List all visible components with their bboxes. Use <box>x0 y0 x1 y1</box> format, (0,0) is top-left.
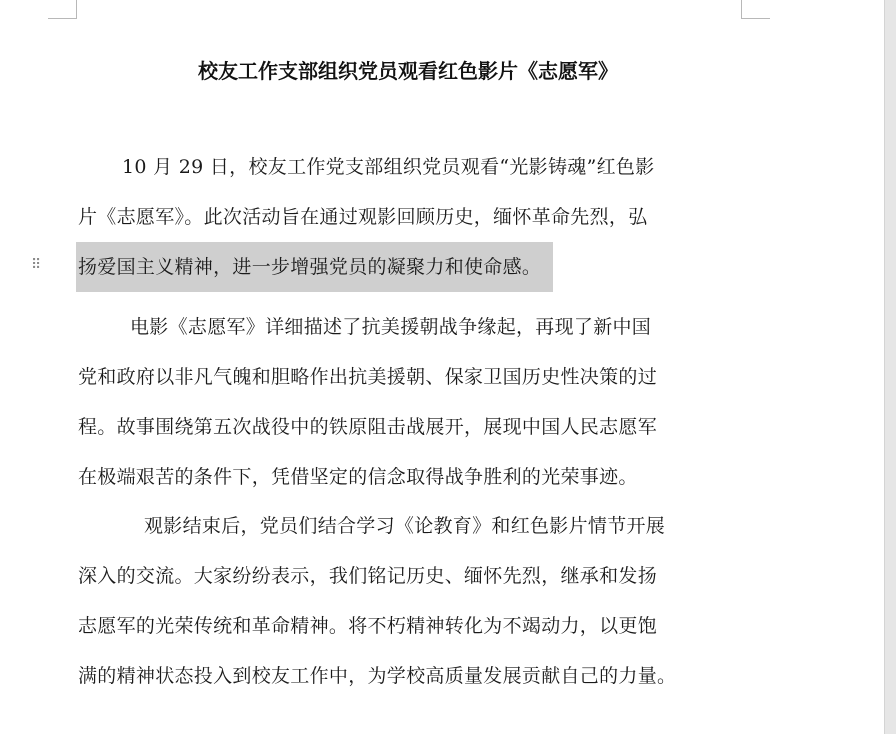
paragraph-2[interactable] <box>78 302 758 502</box>
paragraph-3[interactable] <box>78 501 758 701</box>
paragraph-line: 深入的交流。大家纷纷表示，我们铭记历史、缅怀先烈，继承和发扬 <box>78 565 658 587</box>
selected-text-highlight[interactable]: 扬爱国主义精神，进一步增强党员的凝聚力和使命感。 <box>76 242 553 292</box>
margin-corner-top-left <box>48 0 77 19</box>
paragraph-drag-handle-icon[interactable]: ⠿ <box>31 257 42 273</box>
paragraph-line: 程。故事围绕第五次战役中的铁原阻击战展开，展现中国人民志愿军 <box>78 416 658 438</box>
paragraph-line: 电影《志愿军》详细描述了抗美援朝战争缘起，再现了新中国 <box>130 316 652 338</box>
paragraph-1[interactable] <box>78 142 758 292</box>
paragraph-line: 党和政府以非凡气魄和胆略作出抗美援朝、保家卫国历史性决策的过 <box>78 366 658 388</box>
paragraph-line: 片《志愿军》。此次活动旨在通过观影回顾历史，缅怀革命先烈，弘 <box>78 206 648 228</box>
paragraph-line: 在极端艰苦的条件下，凭借坚定的信念取得战争胜利的光荣事迹。 <box>78 466 638 488</box>
paragraph-line: 观影结束后，党员们结合学习《论教育》和红色影片情节开展 <box>144 515 666 537</box>
margin-corner-top-right <box>741 0 770 19</box>
paragraph-line: 志愿军的光荣传统和革命精神。将不朽精神转化为不竭动力，以更饱 <box>78 615 658 637</box>
vertical-scrollbar-track[interactable] <box>884 0 896 734</box>
paragraph-line: 满的精神状态投入到校友工作中，为学校高质量发展贡献自己的力量。 <box>78 665 677 687</box>
document-title[interactable]: 校友工作支部组织党员观看红色影片《志愿军》 <box>198 59 618 83</box>
paragraph-line: 10 月 29 日，校友工作党支部组织党员观看“光影铸魂”红色影 <box>122 156 655 178</box>
